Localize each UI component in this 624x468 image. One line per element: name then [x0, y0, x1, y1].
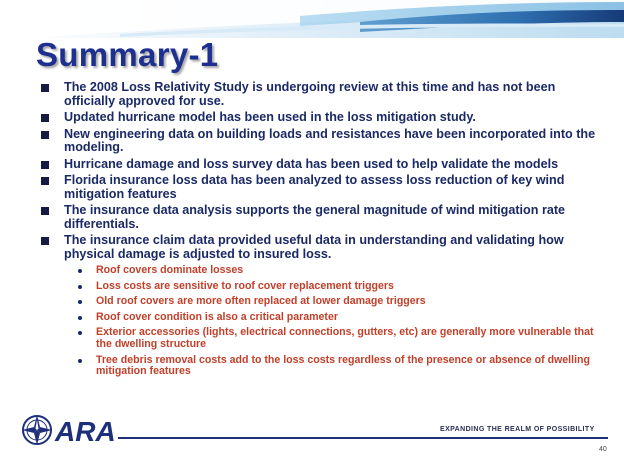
bullet-item	[40, 158, 600, 172]
dot-bullet-icon	[78, 300, 82, 304]
bullet-text: Hurricane damage and loss survey data has been used to help validate the models	[64, 156, 559, 171]
bullet-text: Updated hurricane model has been used in the loss mitigation study.	[64, 110, 476, 124]
footer-rule	[118, 437, 608, 439]
bullet-item	[40, 174, 600, 201]
bullet-item	[40, 128, 600, 155]
square-bullet-icon	[41, 84, 49, 92]
sub-bullet-item	[68, 281, 600, 293]
sub-bullet-item	[68, 296, 600, 308]
square-bullet-icon	[41, 131, 49, 139]
sub-bullet-item	[68, 355, 600, 378]
ara-logo	[20, 412, 120, 453]
square-bullet-icon	[41, 237, 49, 245]
logo-text: ARA	[55, 416, 116, 447]
top-banner	[0, 0, 624, 40]
bullet-item	[40, 81, 600, 108]
sub-bullet-text: Tree debris removal costs add to the loss costs regardless of the presence or absence of dwelling mitigation features	[96, 353, 590, 378]
bullet-text: The insurance claim data provided useful data in understanding and validating how physical damage is adjusted to insured loss.	[64, 233, 564, 261]
sub-bullet-list	[64, 265, 600, 378]
sub-bullet-text: Exterior accessories (lights, electrical connections, gutters, etc) are generally more vulnerable that the dwelling structure	[96, 326, 594, 350]
bullet-item	[40, 111, 600, 125]
dot-bullet-icon	[78, 316, 82, 320]
dot-bullet-icon	[78, 269, 82, 273]
square-bullet-icon	[41, 207, 49, 215]
bullet-list	[40, 81, 600, 382]
sub-bullet-text: Roof cover condition is also a critical parameter	[96, 310, 338, 323]
page-number: 40	[599, 446, 607, 453]
bullet-text: New engineering data on building loads and resistances have been incorporated into the modeling.	[64, 126, 596, 154]
sub-bullet-text: Loss costs are sensitive to roof cover replacement triggers	[96, 279, 394, 292]
bullet-text: Florida insurance loss data has been analyzed to assess loss reduction of key wind mitigation features	[64, 173, 565, 201]
sub-bullet-item	[68, 312, 600, 324]
slide-title: Summary-1	[36, 36, 219, 73]
bullet-item	[40, 234, 600, 378]
compass-star-icon	[22, 415, 52, 445]
dot-bullet-icon	[78, 359, 82, 363]
bullet-text: The 2008 Loss Relativity Study is undergoing review at this time and has not been officially approved for use.	[64, 80, 556, 108]
bullet-text: The insurance data analysis supports the general magnitude of wind mitigation rate differentials.	[64, 203, 566, 231]
sub-bullet-text: Roof covers dominate losses	[96, 264, 244, 276]
sub-bullet-item	[68, 327, 600, 350]
dot-bullet-icon	[78, 285, 82, 289]
tagline: EXPANDING THE REALM OF POSSIBILITY	[440, 426, 595, 433]
banner-graphic	[0, 0, 624, 40]
sub-bullet-text: Old roof covers are more often replaced at lower damage triggers	[96, 295, 426, 308]
square-bullet-icon	[41, 161, 49, 169]
square-bullet-icon	[41, 114, 49, 122]
sub-bullet-item	[68, 265, 600, 277]
square-bullet-icon	[41, 177, 49, 185]
bullet-item	[40, 204, 600, 231]
dot-bullet-icon	[78, 331, 82, 335]
